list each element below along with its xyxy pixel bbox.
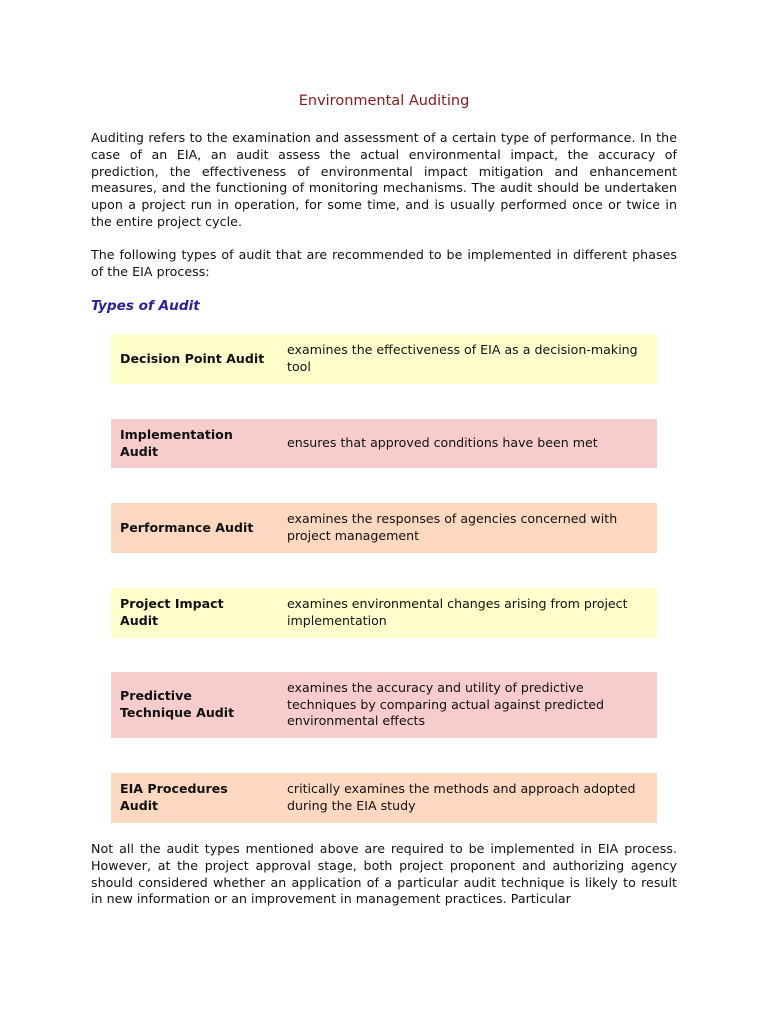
audit-row-predictive-technique	[111, 672, 657, 738]
audit-row-decision-point	[111, 334, 657, 384]
audit-description: examines the effectiveness of EIA as a decision-making tool	[287, 342, 638, 374]
audit-description: ensures that approved conditions have been met	[287, 435, 598, 451]
audit-row-project-impact	[111, 588, 657, 638]
audit-row-performance	[111, 503, 657, 553]
closing-paragraph: Not all the audit types mentioned above are required to be implemented in EIA process. However, at the project approval stage, both project proponent and authorizing agency should considered whether an application of a particular audit technique is likely to result in new information or an improvement in management practices. Particular	[91, 841, 677, 907]
audit-name: Project Impact Audit	[120, 596, 224, 628]
audit-name: Predictive Technique Audit	[120, 688, 235, 720]
audit-name: EIA Procedures Audit	[120, 781, 228, 813]
section-heading: Types of Audit	[91, 298, 200, 314]
audit-description: examines environmental changes arising from project implementation	[287, 596, 628, 628]
audit-name: Performance Audit	[120, 519, 254, 535]
audit-name: Implementation Audit	[120, 426, 233, 459]
audit-types-intro-paragraph: The following types of audit that are recommended to be implemented in different phases of the EIA process:	[91, 247, 677, 279]
audit-row-implementation	[111, 419, 657, 468]
audit-description: examines the accuracy and utility of predictive techniques by comparing actual against predicted environmental effects	[287, 679, 605, 729]
intro-paragraph: Auditing refers to the examination and assessment of a certain type of performance. In the case of an EIA, an audit assess the actual environmental impact, the accuracy of prediction, the effectiveness of environmental impact mitigation and enhancement measures, and the functioning of monitoring mechanisms. The audit should be undertaken upon a project run in operation, for some time, and is usually performed once or twice in the entire project cycle.	[91, 130, 677, 229]
page-title: Environmental Auditing	[298, 93, 470, 109]
audit-description: examines the responses of agencies concerned with project management	[287, 511, 618, 543]
audit-description: critically examines the methods and approach adopted during the EIA study	[287, 781, 636, 813]
audit-name: Decision Point Audit	[120, 350, 265, 366]
audit-row-eia-procedures	[111, 773, 657, 823]
